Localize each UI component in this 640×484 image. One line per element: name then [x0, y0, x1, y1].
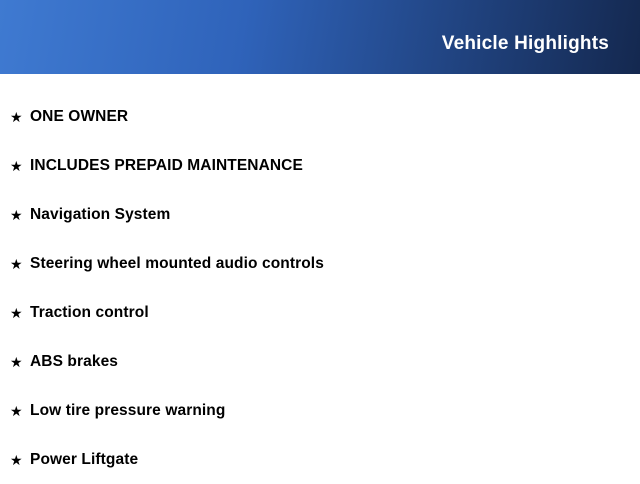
list-item-label: Power Liftgate [30, 450, 139, 468]
star-icon: ★ [10, 108, 23, 125]
list-item [0, 141, 640, 190]
star-icon: ★ [10, 402, 23, 419]
star-icon: ★ [10, 451, 23, 468]
list-item-label: INCLUDES PREPAID MAINTENANCE [30, 156, 303, 174]
page-header [0, 0, 640, 74]
list-item [0, 386, 640, 435]
highlights-list [0, 74, 640, 484]
list-item-label: Low tire pressure warning [30, 401, 226, 419]
list-item [0, 288, 640, 337]
list-item [0, 337, 640, 386]
star-icon: ★ [10, 157, 23, 174]
list-item-label: Traction control [30, 303, 149, 321]
list-item-label: ONE OWNER [30, 107, 129, 125]
list-item [0, 435, 640, 484]
list-item-label: Navigation System [30, 205, 171, 223]
list-item [0, 92, 640, 141]
list-item [0, 239, 640, 288]
list-item-label: ABS brakes [30, 352, 119, 370]
list-item [0, 190, 640, 239]
page-title: Vehicle Highlights [441, 32, 609, 54]
star-icon: ★ [10, 206, 23, 223]
star-icon: ★ [10, 304, 23, 321]
list-item-label: Steering wheel mounted audio controls [30, 254, 324, 272]
star-icon: ★ [10, 353, 23, 370]
star-icon: ★ [10, 255, 23, 272]
